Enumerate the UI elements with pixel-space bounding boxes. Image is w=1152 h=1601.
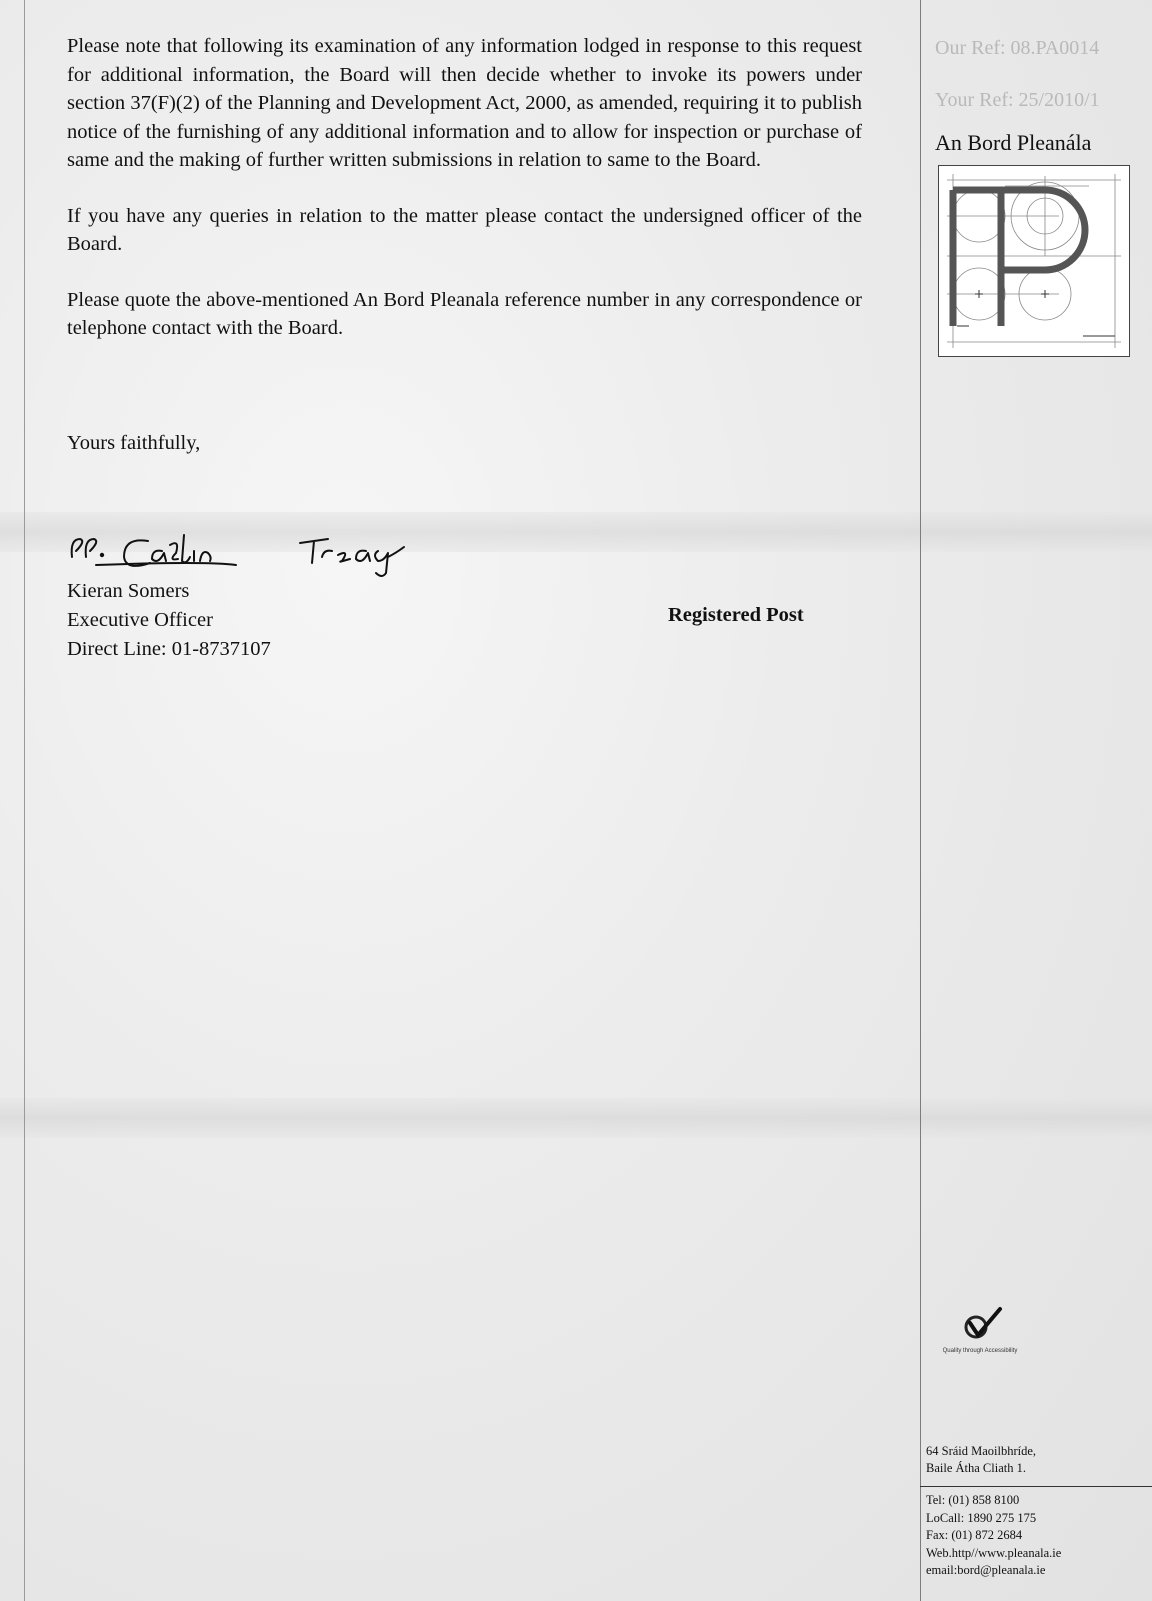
address-divider (920, 1486, 1152, 1487)
contact-fax: Fax: (01) 872 2684 (926, 1528, 1023, 1542)
margin-rule (24, 0, 25, 1601)
quality-caption: Quality through Accessibility (942, 1348, 1018, 1354)
signer-name: Kieran Somers (67, 580, 190, 602)
contact-web: Web.http//www.pleanala.ie (926, 1545, 1062, 1560)
contact-email: email:bord@pleanala.ie (926, 1563, 1046, 1577)
address-line: Baile Átha Cliath 1. (926, 1461, 1026, 1475)
construction-p-logo-icon (939, 166, 1129, 356)
quality-mark (935, 1305, 1025, 1354)
sidebar-rule (920, 0, 921, 1601)
direct-line: Direct Line: 01-8737107 (67, 638, 271, 660)
paragraph-queries: If you have any queries in relation to the matter please contact the undersigned officer of the Board. (67, 204, 862, 255)
brand-name: An Bord Pleanála (935, 130, 1092, 155)
ghost-our-ref: Our Ref: 08.PA0014 (935, 37, 1100, 59)
paper-fold (0, 1098, 1152, 1138)
letter-body (67, 32, 862, 370)
ghost-your-ref: Your Ref: 25/2010/1 (935, 89, 1100, 111)
contact-tel: Tel: (01) 858 8100 (926, 1493, 1020, 1507)
closing: Yours faithfully, (67, 432, 201, 454)
signer-title: Executive Officer (67, 609, 213, 631)
contact-locall: LoCall: 1890 275 175 (926, 1510, 1037, 1525)
checkmark-icon (956, 1305, 1004, 1343)
signature-image (66, 527, 416, 579)
paragraph-quote-reference: Please quote the above-mentioned An Bord Pleanala reference number in any correspondence or telephone contact with the Board. (67, 288, 862, 339)
registered-post-label: Registered Post (668, 604, 804, 626)
signature-block (67, 577, 271, 664)
board-logo (938, 165, 1130, 357)
paragraph-additional-information: Please note that following its examination of any information lodged in response to this request for additional information, the Board will then decide whether to invoke its powers under section 37(F)(2) of the Planning and Development Act, 2000, as amended, requiring it to publish notice of the furnishing of any additional information and to allow for inspection or purchase of same and the making of further written submissions in relation to same to the Board. (67, 35, 862, 171)
address-block (926, 1443, 1036, 1477)
address-line: 64 Sráid Maoilbhríde, (926, 1444, 1037, 1458)
contact-block (926, 1492, 1061, 1580)
